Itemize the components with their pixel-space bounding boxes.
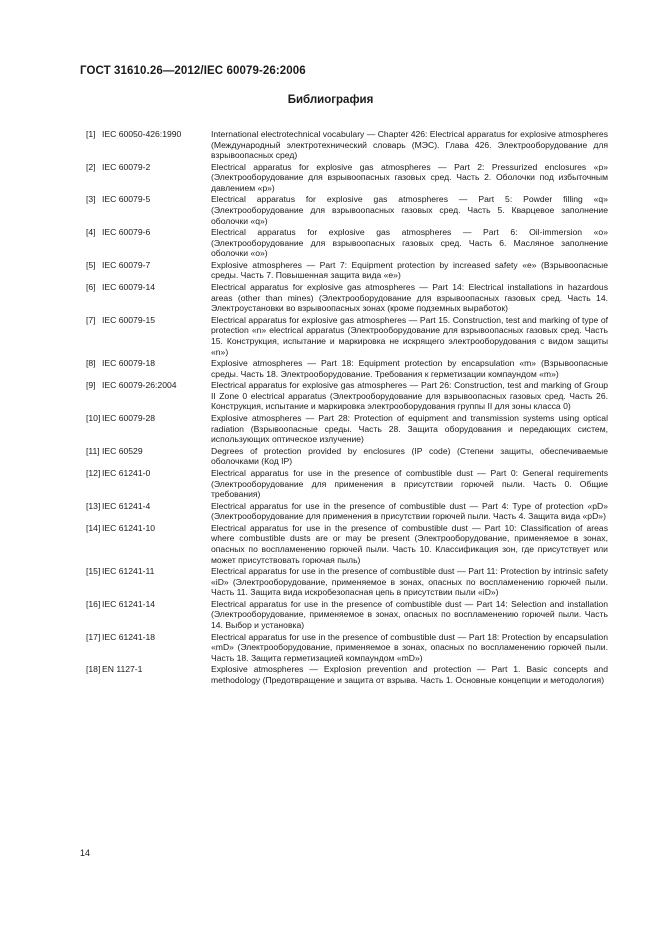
entry-number: [14] <box>86 522 101 533</box>
entry-reference: IEC 60079-6 <box>102 227 151 238</box>
entry-reference: IEC 61241-4 <box>102 500 151 511</box>
bibliography-entry <box>86 501 608 522</box>
page-title: Библиография <box>287 94 374 106</box>
page-number: 14 <box>80 848 91 858</box>
document-header: ГОСТ 31610.26—2012/IEC 60079-26:2006 <box>80 65 306 77</box>
bibliography-entry <box>86 358 608 379</box>
entry-number: [18] <box>86 664 101 675</box>
entry-reference: IEC 61241-10 <box>102 522 156 533</box>
entry-description: Electrical apparatus for use in the presence of combustible dust — Part 11: Protection by intrinsic safety «iD» (Электрооборудование, применяемое в зонах, опасных по воспламенению горючей пыли. Часть 11. Защита вида искробезопасная цепь в присутствии пыли «iD») <box>211 566 608 598</box>
bibliography-entry <box>86 599 608 631</box>
bibliography-entry <box>86 260 608 281</box>
entry-number: [2] <box>86 161 96 172</box>
entry-description: Explosive atmospheres — Part 18: Equipment protection by encapsulation «m» (Взрывоопасные среды. Часть 18. Электрооборудование. Требования к герметизации компаундом «m») <box>211 358 608 379</box>
bibliography-entry <box>86 632 608 664</box>
entry-number: [5] <box>86 259 96 270</box>
entry-reference: IEC 61241-0 <box>102 467 151 478</box>
bibliography-entry <box>86 413 608 445</box>
entry-description: Electrical apparatus for explosive gas atmospheres — Part 2: Pressurized enclosures «p» (Электрооборудование для взрывоопасных газовых сред. Часть 2. Оболочки под избыточным давлением «p») <box>211 161 608 193</box>
entry-number: [17] <box>86 631 101 642</box>
bibliography-entry <box>86 523 608 565</box>
entry-description: Degrees of protection provided by enclosures (IP code) (Степени защиты, обеспечиваемые оболочками (Код IP) <box>211 445 608 467</box>
entry-description: Electrical apparatus for use in the presence of combustible dust — Part 4: Type of protection «pD» (Электрооборудование для применения в присутствии горючей пыли. Часть 4. Защита вида «pD») <box>211 500 608 522</box>
entry-reference: IEC 60079-5 <box>102 194 151 205</box>
entry-description: Electrical apparatus for use in the presence of combustible dust — Part 10: Classification of areas where combustible dusts are or may be present (Электрооборудование, применяемое в зонах, опасных по воспламенению горючей пыли. Часть 10. Классификация зон, где присутствует или может присутствовать горючая пыль) <box>211 522 608 565</box>
entry-reference: EN 1127-1 <box>102 664 143 675</box>
entry-number: [11] <box>86 445 100 456</box>
entry-number: [1] <box>86 129 96 139</box>
entry-description: Explosive atmospheres — Explosion prevention and protection — Part 1. Basic concepts and methodology (Предотвращение и защита от взрыва. Часть 1. Основные концепции и методология) <box>211 664 608 685</box>
bibliography-entry <box>86 162 608 194</box>
entry-number: [8] <box>86 358 96 369</box>
entry-description: International electrotechnical vocabulary — Chapter 426: Electrical apparatus for explosive atmospheres (Международный электротехнический словарь (МЭС). Глава 426. Электрооборудование для взрывоопасных сред) <box>211 129 608 161</box>
entry-number: [12] <box>86 467 101 478</box>
entry-number: [13] <box>86 500 101 511</box>
entry-number: [10] <box>86 413 101 424</box>
entry-description: Explosive atmospheres — Part 28: Protection of equipment and transmission systems using optical radiation (Взрывоопасные среды. Часть 28. Защита оборудования и передающих систем, использующих оптическое излучение) <box>211 413 608 445</box>
bibliography-entry <box>86 446 608 467</box>
entry-description: Explosive atmospheres — Part 7: Equipment protection by increased safety «e» (Взрывоопасные среды. Часть 7. Повышенная защита вида «e») <box>211 259 608 281</box>
entry-description: Electrical apparatus for use in the presence of combustible dust — Part 0: General requirements (Электрооборудование для применения в присутствии горючей пыли. Часть 0. Общие требования) <box>211 467 608 500</box>
bibliography-entry <box>86 227 608 259</box>
entry-reference: IEC 60079-28 <box>102 413 156 424</box>
entry-description: Electrical apparatus for explosive gas atmospheres — Part 15. Construction, test and marking of type of protection «n» electrical apparatus (Электрооборудование для взрывоопасных газовых сред. Часть 15. Конструкция, испытание и маркировка не искрящего электрооборудования с видом защиты «n») <box>211 314 608 357</box>
entry-reference: IEC 61241-18 <box>102 631 156 642</box>
entry-reference: IEC 60079-15 <box>102 314 156 325</box>
bibliography-entry <box>86 380 608 412</box>
bibliography-entry <box>86 194 608 226</box>
entry-number: [4] <box>86 227 96 238</box>
entry-number: [6] <box>86 282 96 293</box>
bibliography-entry <box>86 664 608 685</box>
bibliography-entry <box>86 129 608 161</box>
entry-reference: IEC 60079-26:2004 <box>102 380 177 391</box>
bibliography-entry <box>86 566 608 598</box>
entry-reference: IEC 60529 <box>102 445 143 456</box>
entry-reference: IEC 60079-7 <box>102 259 151 270</box>
entry-description: Electrical apparatus for explosive gas atmospheres — Part 26: Construction, test and marking of Group II Zone 0 electrical apparatus (Электрооборудование для взрывоопасных газовых сред. Часть 26. Конструкция, испытание и маркировка электрооборудования группы II для зоны класса 0) <box>211 380 608 412</box>
bibliography-entry <box>86 315 608 357</box>
entry-description: Electrical apparatus for use in the presence of combustible dust — Part 14: Selection and installation (Электрооборудование, применяемое в зонах, опасных по воспламенению горючей пыли. Часть 14. Выбор и установка) <box>211 598 608 631</box>
entry-number: [16] <box>86 598 101 609</box>
entry-reference: IEC 60079-18 <box>102 358 156 369</box>
entry-description: Electrical apparatus for explosive gas atmospheres — Part 14: Electrical installations in hazardous areas (other than mines) (Электрооборудование для взрывоопасных газовых сред. Часть 14. Электроустановки во взрывоопасных зонах (кроме подземных выработок) <box>211 282 608 314</box>
bibliography-entry <box>86 468 608 500</box>
entry-reference: IEC 61241-11 <box>102 566 155 577</box>
entry-description: Electrical apparatus for explosive gas atmospheres — Part 5: Powder filling «q» (Электрооборудование для взрывоопасных газовых сред. Часть 5. Кварцевое заполнение оболочки «q») <box>211 194 608 226</box>
bibliography-entry <box>86 282 608 314</box>
entry-reference: IEC 60079-14 <box>102 282 156 293</box>
entry-reference: IEC 60050-426:1990 <box>102 129 182 139</box>
entry-number: [9] <box>86 380 96 391</box>
bibliography-list <box>86 129 608 687</box>
entry-number: [7] <box>86 314 96 325</box>
entry-reference: IEC 60079-2 <box>102 161 151 172</box>
entry-description: Electrical apparatus for explosive gas atmospheres — Part 6: Oil-immersion «o» (Электрооборудование для взрывоопасных газовых сред. Часть 6. Масляное заполнение оболочки «o») <box>211 227 608 259</box>
entry-reference: IEC 61241-14 <box>102 598 156 609</box>
entry-number: [15] <box>86 566 101 577</box>
entry-number: [3] <box>86 194 96 205</box>
entry-description: Electrical apparatus for use in the presence of combustible dust — Part 18: Protection by encapsulation «mD» (Электрооборудование, применяемое в зонах, опасных по воспламенению горючей пыли. Часть 18. Защита герметизацией компаундом «mD») <box>211 631 608 663</box>
